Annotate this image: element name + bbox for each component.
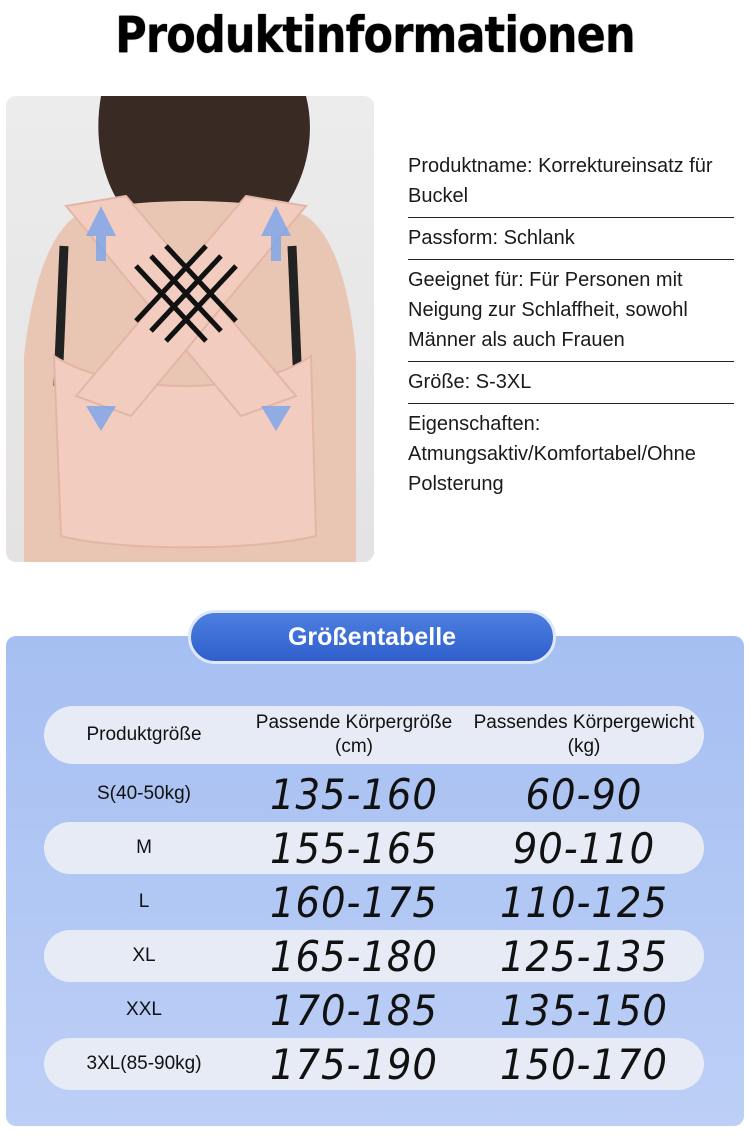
size-table-header-row: [44, 706, 704, 764]
product-photo: [6, 96, 374, 562]
size-label: 3XL(85-90kg): [86, 1053, 202, 1074]
product-info-list: [408, 146, 734, 505]
height-range: 160-175: [270, 877, 438, 927]
weight-range: 135-150: [500, 985, 668, 1035]
info-product-name: Produktname: Korrektureinsatz für Buckel: [408, 146, 734, 218]
header-product-size: Produktgröße: [86, 724, 202, 745]
size-label: L: [138, 891, 150, 912]
height-range: 155-165: [270, 823, 438, 873]
table-row: [44, 930, 704, 982]
info-size: Größe: S-3XL: [408, 362, 734, 404]
size-label: S(40-50kg): [97, 783, 191, 804]
height-range: 175-190: [270, 1039, 438, 1089]
table-row: [44, 876, 704, 928]
size-label: M: [136, 837, 152, 858]
height-range: 135-160: [270, 769, 438, 819]
height-range: 165-180: [270, 931, 438, 981]
size-label: XL: [132, 945, 156, 966]
posture-corrector-illustration: [6, 96, 374, 562]
info-fit: Passform: Schlank: [408, 218, 734, 260]
table-row: [44, 768, 704, 820]
weight-range: 60-90: [525, 769, 643, 819]
weight-range: 125-135: [500, 931, 668, 981]
weight-range: 110-125: [500, 877, 668, 927]
header-body-height: Passende Körpergröße (cm): [255, 712, 453, 757]
info-features: Eigenschaften: Atmungsaktiv/Komfortabel/Ohne Polsterung: [408, 413, 696, 495]
weight-range: 150-170: [500, 1039, 668, 1089]
info-suitable-for: Geeignet für: Für Personen mit Neigung zur Schlaffheit, sowohl Männer als auch Frauen: [408, 260, 734, 362]
table-row: [44, 822, 704, 874]
page-title: Produktinformationen: [115, 6, 635, 64]
table-row: [44, 984, 704, 1036]
size-label: XXL: [126, 999, 162, 1020]
size-table-title: Größentabelle: [188, 610, 556, 664]
header-body-weight: Passendes Körpergewicht (kg): [473, 712, 695, 757]
weight-range: 90-110: [512, 823, 656, 873]
table-row: [44, 1038, 704, 1090]
height-range: 170-185: [270, 985, 438, 1035]
